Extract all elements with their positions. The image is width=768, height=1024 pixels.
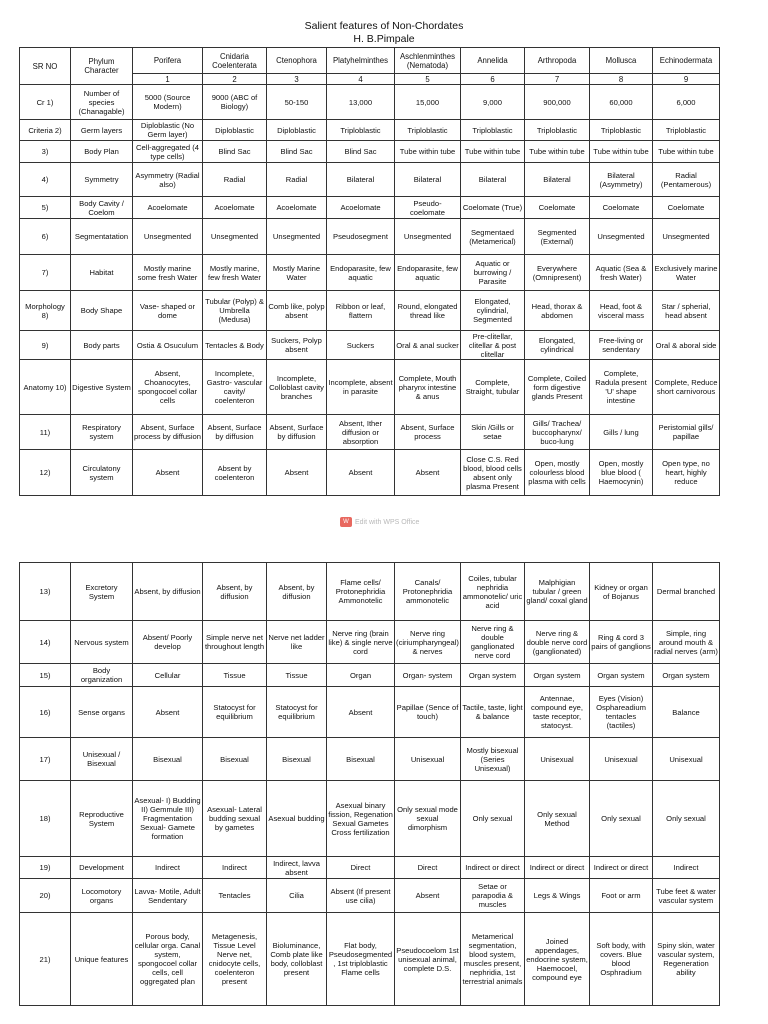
value-cell: Papillae (Sence of touch)	[395, 687, 461, 738]
value-cell: Open, mostly colourless blood plasma with cells	[525, 450, 590, 496]
value-cell: Acoelomate	[203, 197, 267, 219]
value-cell: Open, mostly blue blood ( Haemocynin)	[590, 450, 653, 496]
value-cell: 5000 (Source Modern)	[133, 85, 203, 120]
value-cell: Dermal branched	[653, 563, 720, 621]
table-row	[20, 85, 720, 120]
value-cell: Mostly bisexual (Series Unisexual)	[461, 738, 525, 781]
value-cell: Indirect	[203, 857, 267, 879]
value-cell: Bilateral (Asymmetry)	[590, 163, 653, 197]
table-row	[20, 450, 720, 496]
character-cell: Body Cavity / Coelom	[71, 197, 133, 219]
value-cell: Unisexual	[395, 738, 461, 781]
value-cell: Triploblastic	[525, 120, 590, 141]
table-row	[20, 913, 720, 1006]
value-cell: Balance	[653, 687, 720, 738]
value-cell: Organ system	[590, 664, 653, 687]
row-number-cell: Criteria 2)	[20, 120, 71, 141]
value-cell: Free-living or sendentary	[590, 331, 653, 360]
value-cell: Joined appendages, endocrine system, Haemocoel, compound eye	[525, 913, 590, 1006]
value-cell: Star / spherial, head absent	[653, 291, 720, 331]
value-cell: Suckers	[327, 331, 395, 360]
value-cell: Suckers, Polyp absent	[267, 331, 327, 360]
row-number-cell: Morphology 8)	[20, 291, 71, 331]
value-cell: Indirect	[653, 857, 720, 879]
character-cell: Unique features	[71, 913, 133, 1006]
value-cell: Antennae, compound eye, taste receptor, statocyst.	[525, 687, 590, 738]
value-cell: Tube feet & water vascular system	[653, 879, 720, 913]
value-cell: Indirect or direct	[590, 857, 653, 879]
value-cell: Coelomate	[590, 197, 653, 219]
value-cell: Direct	[395, 857, 461, 879]
value-cell: Tentacles & Body	[203, 331, 267, 360]
table-row	[20, 857, 720, 879]
header-number: 3	[267, 74, 327, 85]
value-cell: Unsegmented	[395, 219, 461, 255]
table-row	[20, 197, 720, 219]
value-cell: Absent	[327, 450, 395, 496]
value-cell: 9,000	[461, 85, 525, 120]
table-row	[20, 879, 720, 913]
header-phylum: Echinodermata	[653, 48, 720, 74]
value-cell: Tube within tube	[461, 141, 525, 163]
table-row	[20, 163, 720, 197]
value-cell: 60,000	[590, 85, 653, 120]
value-cell: Nerve ring (ciriumpharyngeal) & nerves	[395, 621, 461, 664]
value-cell: Comb like, polyp absent	[267, 291, 327, 331]
value-cell: Aquatic (Sea & fresh Water)	[590, 255, 653, 291]
table-row	[20, 331, 720, 360]
value-cell: Head, thorax & abdomen	[525, 291, 590, 331]
character-cell: Body Shape	[71, 291, 133, 331]
value-cell: Triploblastic	[590, 120, 653, 141]
value-cell: Indirect or direct	[525, 857, 590, 879]
value-cell: Unsegmented	[203, 219, 267, 255]
value-cell: Endoparasite, few aquatic	[327, 255, 395, 291]
table-row	[20, 563, 720, 621]
document-title: Salient features of Non-Chordates	[304, 20, 464, 32]
value-cell: Triploblastic	[653, 120, 720, 141]
value-cell: Incomplete, Gastro- vascular cavity/ coelenteron	[203, 360, 267, 415]
value-cell: Organ- system	[395, 664, 461, 687]
value-cell: Vase- shaped or dome	[133, 291, 203, 331]
value-cell: Gills/ Trachea/ buccopharynx/ buco-lung	[525, 415, 590, 450]
value-cell: Absent	[395, 450, 461, 496]
character-cell: Nervous system	[71, 621, 133, 664]
row-number-cell: 7)	[20, 255, 71, 291]
value-cell: Round, elongated thread like	[395, 291, 461, 331]
row-number-cell: 19)	[20, 857, 71, 879]
header-row	[20, 48, 720, 74]
value-cell: Head, foot & visceral mass	[590, 291, 653, 331]
character-cell: Excretory System	[71, 563, 133, 621]
character-cell: Digestive System	[71, 360, 133, 415]
value-cell: Bilateral	[395, 163, 461, 197]
value-cell: Tissue	[267, 664, 327, 687]
value-cell: Open type, no heart, highly reduce	[653, 450, 720, 496]
value-cell: Ostia & Osuculum	[133, 331, 203, 360]
value-cell: Bisexual	[327, 738, 395, 781]
row-number-cell: 18)	[20, 781, 71, 857]
header-number: 9	[653, 74, 720, 85]
header-number: 1	[133, 74, 203, 85]
value-cell: Nerve net ladder like	[267, 621, 327, 664]
value-cell: Gills / lung	[590, 415, 653, 450]
character-cell: Symmetry	[71, 163, 133, 197]
character-cell: Sense organs	[71, 687, 133, 738]
value-cell: Absent, Ither diffusion or absorption	[327, 415, 395, 450]
value-cell: Absent	[395, 879, 461, 913]
wps-watermark	[340, 517, 419, 527]
value-cell: Simple, ring around mouth & radial nerves (arm)	[653, 621, 720, 664]
value-cell: 900,000	[525, 85, 590, 120]
row-number-cell: 9)	[20, 331, 71, 360]
value-cell: Absent, Choanocytes, spongocoel collar cells	[133, 360, 203, 415]
value-cell: Indirect	[133, 857, 203, 879]
value-cell: 50-150	[267, 85, 327, 120]
value-cell: Ribbon or leaf, flattern	[327, 291, 395, 331]
character-cell: Germ layers	[71, 120, 133, 141]
value-cell: Unsegmented	[133, 219, 203, 255]
row-number-cell: 14)	[20, 621, 71, 664]
value-cell: Everywhere (Omnipresent)	[525, 255, 590, 291]
value-cell: Absent	[327, 687, 395, 738]
value-cell: Metagenesis, Tissue Level Nerve net, cnidocyte cells, coelenteron present	[203, 913, 267, 1006]
value-cell: Only sexual	[653, 781, 720, 857]
value-cell: 15,000	[395, 85, 461, 120]
row-number-cell: 11)	[20, 415, 71, 450]
value-cell: Acoelomate	[133, 197, 203, 219]
value-cell: Absent, by diffusion	[203, 563, 267, 621]
value-cell: Simple nerve net throughout length	[203, 621, 267, 664]
value-cell: Absent	[133, 687, 203, 738]
watermark-text: Edit with WPS Office	[355, 518, 420, 526]
value-cell: Segmented (External)	[525, 219, 590, 255]
value-cell: Asymmetry (Radial also)	[133, 163, 203, 197]
value-cell: Asexual- Lateral budding sexual by gametes	[203, 781, 267, 857]
header-number: 2	[203, 74, 267, 85]
value-cell: Acoelomate	[327, 197, 395, 219]
value-cell: Incomplete, absent in parasite	[327, 360, 395, 415]
value-cell: Tube within tube	[395, 141, 461, 163]
document-header	[0, 20, 768, 46]
value-cell: Mostly Marine Water	[267, 255, 327, 291]
character-cell: Unisexual / Bisexual	[71, 738, 133, 781]
character-cell: Segmentatation	[71, 219, 133, 255]
row-number-cell: 21)	[20, 913, 71, 1006]
value-cell: Ring & cord 3 pairs of ganglions	[590, 621, 653, 664]
value-cell: Mostly marine, few fresh Water	[203, 255, 267, 291]
value-cell: Only sexual	[461, 781, 525, 857]
table-row	[20, 738, 720, 781]
value-cell: Asexual- I) Budding II) Gemmule III) Fragmentation Sexual- Gamete formation	[133, 781, 203, 857]
header-phylum: Porifera	[133, 48, 203, 74]
row-number-cell: 13)	[20, 563, 71, 621]
value-cell: Oral & aboral side	[653, 331, 720, 360]
value-cell: Tentacles	[203, 879, 267, 913]
header-phylum: Ctenophora	[267, 48, 327, 74]
value-cell: Nerve ring & double nerve cord (ganglionated)	[525, 621, 590, 664]
value-cell: Unsegmented	[267, 219, 327, 255]
value-cell: 13,000	[327, 85, 395, 120]
value-cell: Absent by coelenteron	[203, 450, 267, 496]
value-cell: Nerve ring (brain like) & single nerve cord	[327, 621, 395, 664]
value-cell: Absent, Surface process by diffusion	[133, 415, 203, 450]
value-cell: Absent/ Poorly develop	[133, 621, 203, 664]
value-cell: Triploblastic	[327, 120, 395, 141]
value-cell: Diploblastic	[203, 120, 267, 141]
value-cell: Endoparasite, few aquatic	[395, 255, 461, 291]
value-cell: Eyes (Vision) Osphareadium tentacles (tactiles)	[590, 687, 653, 738]
value-cell: Tactile, taste, light & balance	[461, 687, 525, 738]
value-cell: Elongated, cylindrical	[525, 331, 590, 360]
value-cell: Coelomate	[653, 197, 720, 219]
value-cell: Pre-clitellar, clitellar & post clitellar	[461, 331, 525, 360]
header-phylum: Mollusca	[590, 48, 653, 74]
value-cell: Setae or parapodia & muscles	[461, 879, 525, 913]
features-table-part-1	[19, 47, 720, 496]
value-cell: Indirect, lavva absent	[267, 857, 327, 879]
value-cell: Statocyst for equilibrium	[203, 687, 267, 738]
row-number-cell: 6)	[20, 219, 71, 255]
header-number: 8	[590, 74, 653, 85]
table-row	[20, 255, 720, 291]
value-cell: Unisexual	[525, 738, 590, 781]
features-table-part-2	[19, 562, 720, 1006]
value-cell: Unisexual	[653, 738, 720, 781]
header-phylum: Platyhelminthes	[327, 48, 395, 74]
value-cell: Absent, Surface by diffusion	[203, 415, 267, 450]
value-cell: Bisexual	[267, 738, 327, 781]
value-cell: Only sexual	[590, 781, 653, 857]
table-row	[20, 219, 720, 255]
value-cell: Complete, Radula present 'U' shape intestine	[590, 360, 653, 415]
wps-logo-icon: W	[340, 517, 352, 527]
value-cell: Organ system	[461, 664, 525, 687]
character-cell: Number of species (Chanagable)	[71, 85, 133, 120]
character-cell: Development	[71, 857, 133, 879]
value-cell: Tube within tube	[525, 141, 590, 163]
header-phylum: Cnidaria Coelenterata	[203, 48, 267, 74]
value-cell: Complete, Reduce short carnivorous	[653, 360, 720, 415]
value-cell: Acoelomate	[267, 197, 327, 219]
value-cell: Cell-aggregated (4 type cells)	[133, 141, 203, 163]
header-number: 5	[395, 74, 461, 85]
table-row	[20, 781, 720, 857]
table-row	[20, 664, 720, 687]
value-cell: Bilateral	[461, 163, 525, 197]
row-number-cell: 20)	[20, 879, 71, 913]
value-cell: Only sexual Method	[525, 781, 590, 857]
table-row	[20, 415, 720, 450]
value-cell: Direct	[327, 857, 395, 879]
row-number-cell: 12)	[20, 450, 71, 496]
value-cell: Radial (Pentamerous)	[653, 163, 720, 197]
value-cell: Skin /Gills or setae	[461, 415, 525, 450]
row-number-cell: 3)	[20, 141, 71, 163]
value-cell: Cilia	[267, 879, 327, 913]
value-cell: Triploblastic	[395, 120, 461, 141]
value-cell: Organ	[327, 664, 395, 687]
value-cell: Statocyst for equilibrium	[267, 687, 327, 738]
value-cell: Asexual budding	[267, 781, 327, 857]
character-cell: Body Plan	[71, 141, 133, 163]
value-cell: Indirect or direct	[461, 857, 525, 879]
table-row	[20, 141, 720, 163]
value-cell: Pseudo-coelomate	[395, 197, 461, 219]
value-cell: Incomplete, Colloblast cavity branches	[267, 360, 327, 415]
value-cell: Blind Sac	[267, 141, 327, 163]
value-cell: Cellular	[133, 664, 203, 687]
value-cell: Lavva- Motile, Adult Sendentary	[133, 879, 203, 913]
character-cell: Body parts	[71, 331, 133, 360]
value-cell: Coiles, tubular nephridia ammonotelic/ uric acid	[461, 563, 525, 621]
value-cell: Bilateral	[525, 163, 590, 197]
value-cell: Kidney or organ of Bojanus	[590, 563, 653, 621]
value-cell: Mostly marine some fresh Water	[133, 255, 203, 291]
value-cell: Tube within tube	[590, 141, 653, 163]
value-cell: Complete, Coiled form digestive glands Present	[525, 360, 590, 415]
header-phylum: Arthropoda	[525, 48, 590, 74]
character-cell: Respiratory system	[71, 415, 133, 450]
row-number-cell: 17)	[20, 738, 71, 781]
value-cell: Absent (If present use cilia)	[327, 879, 395, 913]
header-character: Phylum Character	[71, 48, 133, 85]
value-cell: Absent	[267, 450, 327, 496]
value-cell: Organ system	[653, 664, 720, 687]
value-cell: Diploblastic (No Germ layer)	[133, 120, 203, 141]
row-number-cell: 5)	[20, 197, 71, 219]
header-number: 4	[327, 74, 395, 85]
value-cell: Flat body, Pseudosegmented, 1st triploblastic Flame cells	[327, 913, 395, 1006]
value-cell: Elongated, cylindrial, Segmented	[461, 291, 525, 331]
value-cell: Oral & anal sucker	[395, 331, 461, 360]
character-cell: Body organization	[71, 664, 133, 687]
value-cell: Malphigian tubular / green gland/ coxal gland	[525, 563, 590, 621]
value-cell: 9000 (ABC of Biology)	[203, 85, 267, 120]
value-cell: Legs & Wings	[525, 879, 590, 913]
value-cell: Peristomial gills/ papillae	[653, 415, 720, 450]
row-number-cell: Anatomy 10)	[20, 360, 71, 415]
value-cell: Complete, Mouth pharynx intestine & anus	[395, 360, 461, 415]
header-phylum: Aschlenminthes (Nematoda)	[395, 48, 461, 74]
value-cell: Asexual binary fission, Regenation Sexual Gametes Cross fertilization	[327, 781, 395, 857]
value-cell: Soft body, with covers. Blue blood Osphradium	[590, 913, 653, 1006]
value-cell: Triploblastic	[461, 120, 525, 141]
value-cell: Absent, by diffusion	[267, 563, 327, 621]
character-cell: Circulatony system	[71, 450, 133, 496]
value-cell: Nerve ring & double ganglionated nerve cord	[461, 621, 525, 664]
character-cell: Habitat	[71, 255, 133, 291]
value-cell: Coelomate (True)	[461, 197, 525, 219]
table-row	[20, 360, 720, 415]
value-cell: Canals/ Protonephridia ammonotelic	[395, 563, 461, 621]
value-cell: Pseudocoelom 1st unisexual animal, complete D.S.	[395, 913, 461, 1006]
value-cell: Bilateral	[327, 163, 395, 197]
value-cell: Only sexual mode sexual dimorphism	[395, 781, 461, 857]
row-number-cell: 4)	[20, 163, 71, 197]
value-cell: Foot or arm	[590, 879, 653, 913]
character-cell: Locomotory organs	[71, 879, 133, 913]
character-cell: Reproductive System	[71, 781, 133, 857]
value-cell: Blind Sac	[203, 141, 267, 163]
value-cell: Coelomate	[525, 197, 590, 219]
table-row	[20, 291, 720, 331]
value-cell: Radial	[203, 163, 267, 197]
value-cell: Absent, Surface process	[395, 415, 461, 450]
value-cell: Absent	[133, 450, 203, 496]
table-row	[20, 120, 720, 141]
table-row	[20, 687, 720, 738]
value-cell: Organ system	[525, 664, 590, 687]
header-phylum: Annelida	[461, 48, 525, 74]
value-cell: Close C.S. Red blood, blood cells absent only plasma Present	[461, 450, 525, 496]
value-cell: Absent, Surface by diffusion	[267, 415, 327, 450]
value-cell: Unisexual	[590, 738, 653, 781]
value-cell: Bioluminance, Comb plate like body, colloblast present	[267, 913, 327, 1006]
header-srno: SR NO	[20, 48, 71, 85]
value-cell: Pseudosegment	[327, 219, 395, 255]
header-number: 7	[525, 74, 590, 85]
value-cell: Segmentaed (Metamerical)	[461, 219, 525, 255]
value-cell: Tubular (Polyp) & Umbrella (Medusa)	[203, 291, 267, 331]
value-cell: Tube within tube	[653, 141, 720, 163]
document-author: H. B.Pimpale	[353, 33, 415, 45]
row-number-cell: 15)	[20, 664, 71, 687]
value-cell: Complete, Straight, tubular	[461, 360, 525, 415]
value-cell: Radial	[267, 163, 327, 197]
value-cell: 6,000	[653, 85, 720, 120]
value-cell: Aquatic or burrowing / Parasite	[461, 255, 525, 291]
value-cell: Bisexual	[133, 738, 203, 781]
value-cell: Metamerical segmentation, blood system, muscles present, nephridia, 1st terrestrial animals	[461, 913, 525, 1006]
table-2-body	[20, 563, 720, 1006]
value-cell: Bisexual	[203, 738, 267, 781]
value-cell: Porous body, cellular orga. Canal system, spongocoel collar cells, cell oggregated plan	[133, 913, 203, 1006]
value-cell: Diploblastic	[267, 120, 327, 141]
value-cell: Exclusively marine Water	[653, 255, 720, 291]
table-1-body	[20, 85, 720, 496]
value-cell: Absent, by diffusion	[133, 563, 203, 621]
table-row	[20, 621, 720, 664]
value-cell: Tissue	[203, 664, 267, 687]
row-number-cell: Cr 1)	[20, 85, 71, 120]
header-number: 6	[461, 74, 525, 85]
value-cell: Spiny skin, water vascular system, Regeneration ability	[653, 913, 720, 1006]
row-number-cell: 16)	[20, 687, 71, 738]
value-cell: Unsegmented	[590, 219, 653, 255]
value-cell: Unsegmented	[653, 219, 720, 255]
value-cell: Blind Sac	[327, 141, 395, 163]
value-cell: Flame cells/ Protonephridia Ammonotelic	[327, 563, 395, 621]
